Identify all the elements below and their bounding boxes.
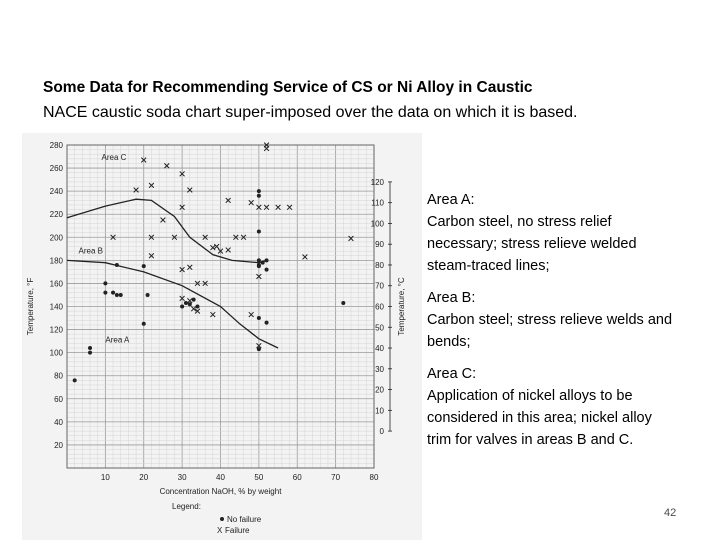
no-failure-point <box>180 305 184 309</box>
area-label: Area A <box>105 335 130 345</box>
y2-tick-label: 110 <box>371 198 384 208</box>
chart-panel <box>22 133 422 540</box>
legend-dot-marker <box>220 517 224 521</box>
failure-point <box>161 218 166 223</box>
y-tick-label: 240 <box>49 187 63 197</box>
y-tick-label: 140 <box>49 302 63 312</box>
no-failure-point <box>265 321 269 325</box>
caustic-chart <box>22 133 422 540</box>
no-failure-point <box>103 291 107 295</box>
no-failure-point <box>192 298 196 302</box>
y2-tick-label: 70 <box>375 281 384 291</box>
area-label: Area C <box>101 152 127 162</box>
x-tick-label: 10 <box>100 473 110 482</box>
x-axis-label: Concentration NaOH, % by weight <box>159 487 282 496</box>
y-tick-label: 100 <box>49 348 63 358</box>
y2-tick-label: 50 <box>375 323 384 333</box>
no-failure-point <box>73 378 77 382</box>
y-tick-label: 120 <box>49 325 63 335</box>
note-text: Application of nickel alloys to be considered in this area; nickel alloy trim for valves in areas B and C. <box>427 388 652 448</box>
y2-tick-label: 80 <box>375 260 384 270</box>
y-tick-label: 200 <box>49 233 63 243</box>
y-tick-label: 80 <box>54 371 63 381</box>
y-axis-label: Temperature, °F <box>26 277 35 336</box>
x-tick-label: 50 <box>254 473 264 482</box>
y-tick-label: 160 <box>49 279 63 289</box>
legend <box>172 502 262 535</box>
no-failure-point <box>115 293 119 297</box>
no-failure-point <box>257 230 261 234</box>
no-failure-point <box>103 281 107 285</box>
y2-axis-label: Temperature, °C <box>397 277 406 336</box>
note-heading: Area C: <box>427 366 477 382</box>
area-label: Area B <box>78 246 103 256</box>
no-failure-point <box>115 263 119 267</box>
y-tick-label: 180 <box>49 256 63 266</box>
no-failure-point <box>257 189 261 193</box>
y-tick-label: 20 <box>54 440 63 450</box>
no-failure-point <box>261 261 265 265</box>
no-failure-point <box>111 291 115 295</box>
y-tick-label: 40 <box>54 417 63 427</box>
x-tick-label: 60 <box>292 473 302 482</box>
no-failure-point <box>257 316 261 320</box>
y-tick-label: 260 <box>49 164 63 174</box>
notes-panel <box>427 189 677 461</box>
legend-x-marker: X <box>217 526 223 535</box>
x-tick-label: 30 <box>177 473 187 482</box>
no-failure-point <box>341 301 345 305</box>
no-failure-point <box>142 322 146 326</box>
y2-tick-label: 90 <box>375 240 384 250</box>
no-failure-point <box>88 346 92 350</box>
note-area-a <box>427 189 677 277</box>
x-tick-label: 80 <box>369 473 379 482</box>
legend-title: Legend: <box>172 502 201 511</box>
no-failure-point <box>265 268 269 272</box>
x-tick-label: 20 <box>139 473 149 482</box>
x-tick-label: 70 <box>331 473 341 482</box>
note-area-b <box>427 287 677 353</box>
y2-tick-label: 120 <box>370 177 384 187</box>
y2-tick-label: 40 <box>375 344 384 354</box>
slide-title: Some Data for Recommending Service of CS or Ni Alloy in Caustic <box>43 79 533 96</box>
note-text: Carbon steel, no stress relief necessary; stress relieve welded steam-traced lines; <box>427 214 637 274</box>
no-failure-point <box>119 293 123 297</box>
y-tick-label: 220 <box>49 210 63 220</box>
page-number: 42 <box>664 507 677 519</box>
note-heading: Area B: <box>427 290 476 306</box>
x-tick-label: 40 <box>216 473 225 482</box>
y2-tick-label: 20 <box>375 385 384 395</box>
y2-tick-label: 10 <box>375 406 384 416</box>
no-failure-point <box>257 258 261 262</box>
no-failure-point <box>265 258 269 262</box>
boundary-curve <box>67 260 278 348</box>
y-tick-label: 60 <box>54 394 63 404</box>
failure-point <box>276 205 281 210</box>
y-tick-label: 280 <box>49 141 63 150</box>
legend-failure: Failure <box>225 526 250 535</box>
y2-tick-label: 0 <box>379 427 384 437</box>
no-failure-point <box>257 194 261 198</box>
y2-tick-label: 60 <box>375 302 384 312</box>
note-area-c <box>427 363 677 451</box>
area-boundaries <box>67 153 278 348</box>
no-failure-point <box>146 293 150 297</box>
y2-tick-label: 30 <box>375 364 384 374</box>
legend-no-failure: No failure <box>227 515 262 524</box>
note-heading: Area A: <box>427 192 475 208</box>
note-text: Carbon steel; stress relieve welds and bends; <box>427 312 673 350</box>
no-failure-point <box>88 351 92 355</box>
y2-tick-label: 100 <box>370 219 384 229</box>
slide-subtitle: NACE caustic soda chart super-imposed over the data on which it is based. <box>43 104 578 121</box>
no-failure-point <box>142 264 146 268</box>
no-failure-point <box>257 264 261 268</box>
axes <box>26 141 406 496</box>
